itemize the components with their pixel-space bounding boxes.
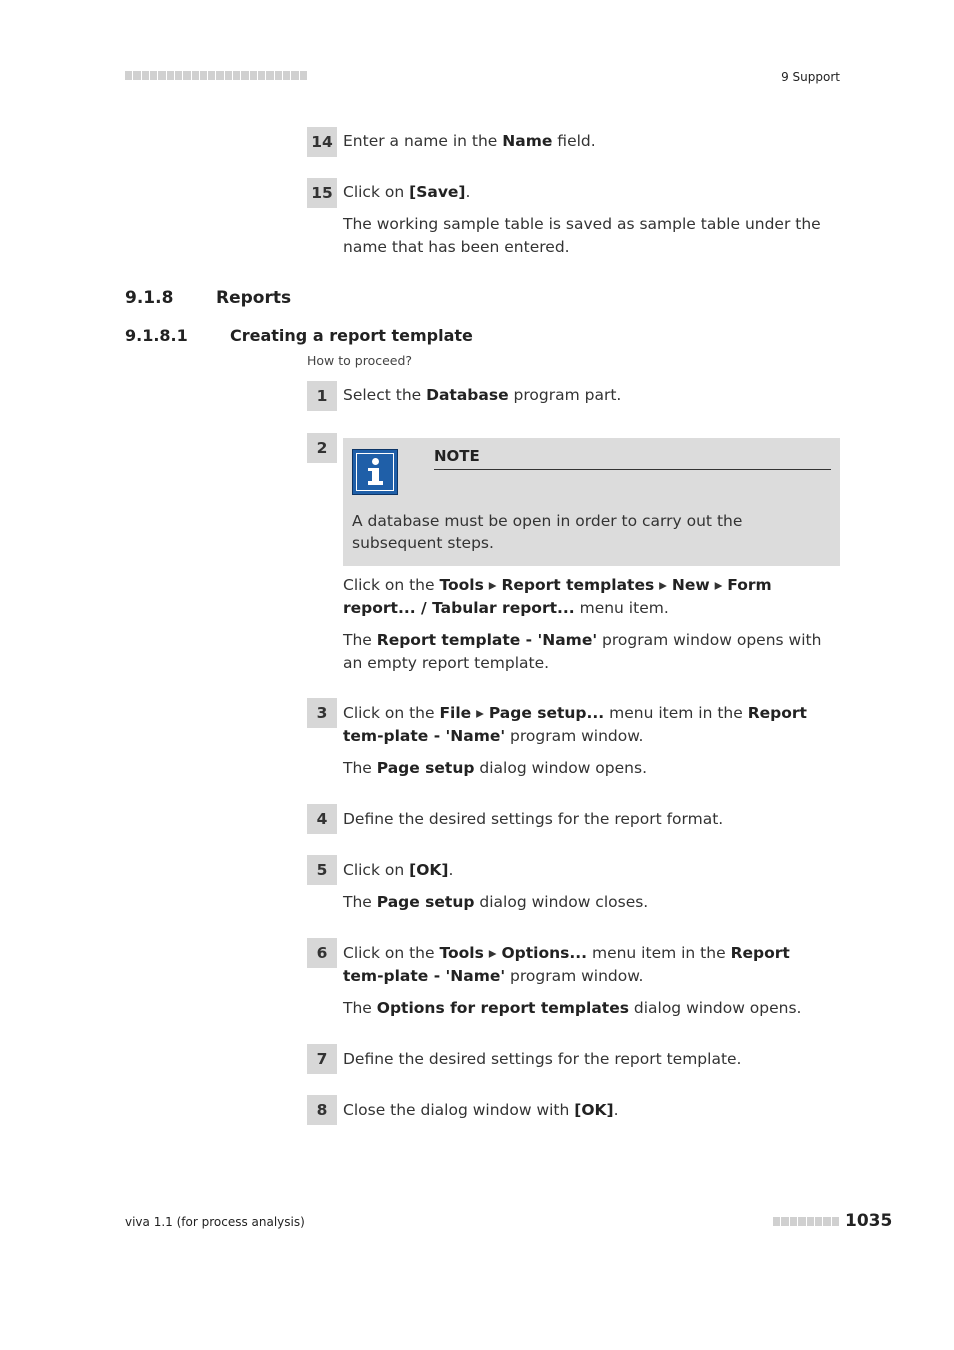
step-text: Select the Database program part. — [343, 386, 622, 404]
step-number: 5 — [307, 855, 337, 885]
step-number: 14 — [307, 127, 337, 157]
page-number: 1035 — [845, 1211, 893, 1231]
step-text: Click on the File ▸ Page setup... menu item in the Report tem-plate - 'Name' program window. — [343, 704, 807, 745]
step-text: Close the dialog window with [OK]. — [343, 1101, 619, 1119]
step-number: 1 — [307, 381, 337, 411]
step-text: Define the desired settings for the report template. — [343, 1050, 742, 1068]
step-result: The Page setup dialog window closes. — [343, 893, 649, 911]
how-to-proceed-label: How to proceed? — [307, 353, 413, 368]
step-number: 7 — [307, 1044, 337, 1074]
step-number: 6 — [307, 938, 337, 968]
step-text: Click on [OK]. — [343, 861, 454, 879]
step-result: The Options for report templates dialog window opens. — [343, 999, 802, 1017]
header-section-label: 9 Support — [781, 70, 840, 84]
footer-decoration — [773, 1217, 839, 1226]
note-divider — [434, 469, 831, 470]
step-number: 15 — [307, 178, 337, 208]
note-title: NOTE — [434, 447, 480, 465]
note-box — [343, 438, 840, 566]
step-text: Define the desired settings for the report format. — [343, 810, 724, 828]
step-result: The Report template - 'Name' program window opens with an empty report template. — [343, 631, 822, 672]
subsection-heading: 9.1.8.1 Creating a report template — [125, 326, 473, 345]
section-heading: 9.1.8 Reports — [125, 288, 292, 308]
header-decoration — [125, 71, 307, 80]
step-result: The Page setup dialog window opens. — [343, 759, 647, 777]
note-body: A database must be open in order to carry out the subsequent steps. — [352, 512, 743, 552]
step-text: Enter a name in the Name field. — [343, 132, 596, 150]
step-result: The working sample table is saved as sample table under the name that has been entered. — [343, 215, 821, 256]
step-number: 2 — [307, 433, 337, 463]
step-number: 8 — [307, 1095, 337, 1125]
footer-product: viva 1.1 (for process analysis) — [125, 1215, 305, 1229]
step-number: 3 — [307, 698, 337, 728]
step-text: Click on the Tools ▸ Options... menu item in the Report tem-plate - 'Name' program window. — [343, 944, 790, 985]
step-number: 4 — [307, 804, 337, 834]
step-text: Click on [Save]. — [343, 183, 471, 201]
info-icon — [352, 449, 398, 495]
step-text: Click on the Tools ▸ Report templates ▸ New ▸ Form report... / Tabular report... menu item. — [343, 576, 772, 617]
